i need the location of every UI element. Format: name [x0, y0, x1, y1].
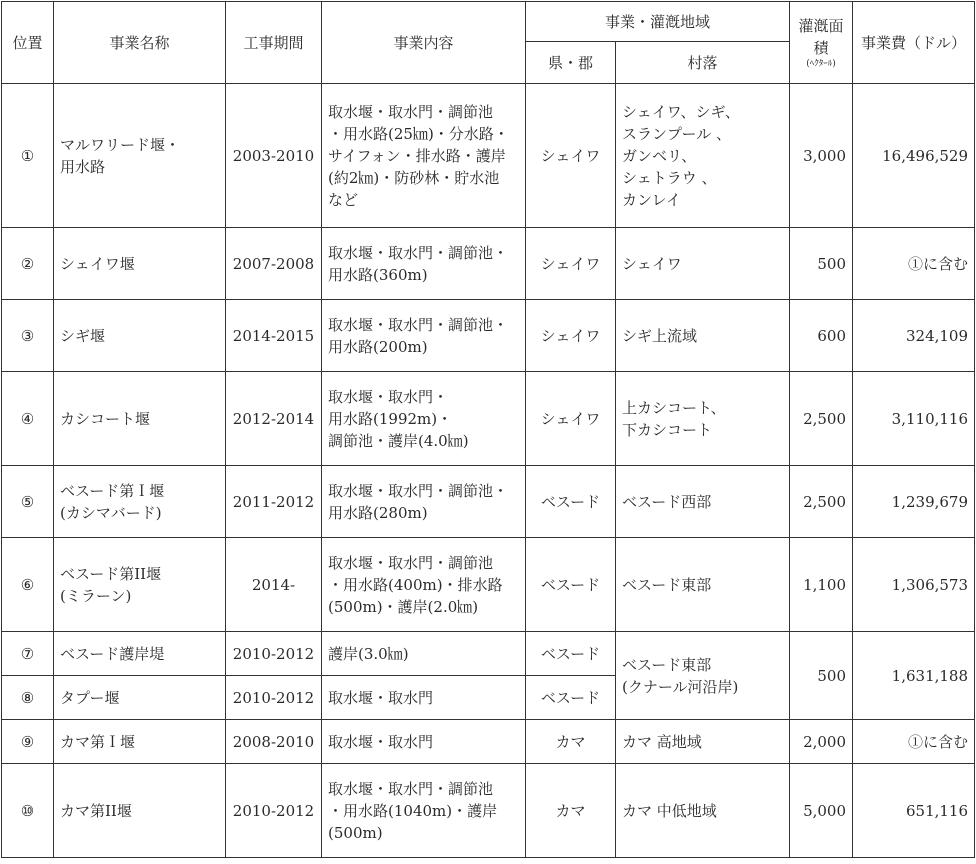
cell-cost: 651,116: [853, 764, 975, 858]
cell-name: シェイワ堰: [54, 228, 226, 300]
table-row: [2, 764, 975, 858]
cell-cost: 3,110,116: [853, 372, 975, 466]
cell-name: カマ第Ｉ堰: [54, 720, 226, 764]
cell-cost: 1,239,679: [853, 466, 975, 538]
table-row: [2, 720, 975, 764]
cell-period: 2010-2012: [226, 764, 322, 858]
table-row: [2, 466, 975, 538]
cell-period: 2011-2012: [226, 466, 322, 538]
header-prefecture: 県・郡: [526, 42, 616, 84]
cell-prefecture: ベスード: [526, 632, 616, 676]
cell-name: カシコート堰: [54, 372, 226, 466]
cell-position: ⑦: [2, 632, 54, 676]
header-name: 事業名称: [54, 2, 226, 84]
cell-name: マルワリード堰・ 用水路: [54, 84, 226, 228]
header-period: 工事期間: [226, 2, 322, 84]
cell-area: 3,000: [790, 84, 853, 228]
irrigation-projects-table: [1, 1, 975, 858]
cell-content: 取水堰・取水門・ 用水路(1992m)・ 調節池・護岸(4.0㎞): [322, 372, 526, 466]
cell-cost: 1,306,573: [853, 538, 975, 632]
cell-area: 2,500: [790, 466, 853, 538]
cell-content: 取水堰・取水門・調節池・ 用水路(200m): [322, 300, 526, 372]
header-irrigated-area-label: 灌漑面積: [798, 17, 844, 57]
header-content: 事業内容: [322, 2, 526, 84]
cell-village: カマ 中低地域: [616, 764, 790, 858]
cell-village-merged: ベスード東部 (クナール河沿岸): [616, 632, 790, 720]
cell-prefecture: ベスード: [526, 676, 616, 720]
cell-area: 5,000: [790, 764, 853, 858]
cell-period: 2010-2012: [226, 632, 322, 676]
cell-position: ④: [2, 372, 54, 466]
table-row: [2, 538, 975, 632]
cell-name: シギ堰: [54, 300, 226, 372]
cell-content: 取水堰・取水門・調節池 ・用水路(1040m)・護岸 (500m): [322, 764, 526, 858]
cell-name: ベスード第Ｉ堰 (カシマバード): [54, 466, 226, 538]
cell-period: 2010-2012: [226, 676, 322, 720]
cell-prefecture: シェイワ: [526, 300, 616, 372]
cell-position: ⑧: [2, 676, 54, 720]
cell-position: ⑤: [2, 466, 54, 538]
cell-area: 2,000: [790, 720, 853, 764]
cell-cost: 324,109: [853, 300, 975, 372]
cell-area: 500: [790, 228, 853, 300]
cell-position: ⑩: [2, 764, 54, 858]
cell-name: ベスード護岸堤: [54, 632, 226, 676]
cell-period: 2007-2008: [226, 228, 322, 300]
cell-position: ②: [2, 228, 54, 300]
header-cost: 事業費（ドル）: [853, 2, 975, 84]
cell-prefecture: シェイワ: [526, 372, 616, 466]
cell-village: カマ 高地域: [616, 720, 790, 764]
cell-village: シェイワ、シギ、 スランプール 、 ガンベリ、 シェトラウ 、 カンレイ: [616, 84, 790, 228]
cell-content: 取水堰・取水門: [322, 676, 526, 720]
cell-content: 取水堰・取水門・調節池・ 用水路(360m): [322, 228, 526, 300]
cell-village: シェイワ: [616, 228, 790, 300]
cell-village: 上カシコート、 下カシコート: [616, 372, 790, 466]
cell-village: シギ上流域: [616, 300, 790, 372]
cell-area: 1,100: [790, 538, 853, 632]
cell-prefecture: シェイワ: [526, 228, 616, 300]
header-area-group: 事業・灌漑地域: [526, 2, 790, 42]
cell-name: タプー堰: [54, 676, 226, 720]
cell-prefecture: ベスード: [526, 538, 616, 632]
cell-content: 取水堰・取水門・調節池・ 用水路(280m): [322, 466, 526, 538]
cell-content: 取水堰・取水門・調節池 ・用水路(25㎞)・分水路・ サイフォン・排水路・護岸 (約2㎞)・防砂林・貯水池 など: [322, 84, 526, 228]
cell-position: ③: [2, 300, 54, 372]
cell-village: ベスード東部: [616, 538, 790, 632]
header-irrigated-area: [790, 2, 853, 84]
cell-period: 2003-2010: [226, 84, 322, 228]
cell-cost: 16,496,529: [853, 84, 975, 228]
cell-area: 600: [790, 300, 853, 372]
cell-cost: ①に含む: [853, 720, 975, 764]
cell-cost: ①に含む: [853, 228, 975, 300]
cell-prefecture: カマ: [526, 764, 616, 858]
cell-area-merged: 500: [790, 632, 853, 720]
cell-position: ⑥: [2, 538, 54, 632]
cell-period: 2014-2015: [226, 300, 322, 372]
cell-period: 2008-2010: [226, 720, 322, 764]
header-irrigated-unit: (ﾍｸﾀｰﾙ): [806, 59, 836, 69]
cell-name: ベスード第II堰 (ミラーン): [54, 538, 226, 632]
cell-position: ⑨: [2, 720, 54, 764]
cell-content: 取水堰・取水門・調節池 ・用水路(400m)・排水路 (500m)・護岸(2.0㎞): [322, 538, 526, 632]
cell-period: 2012-2014: [226, 372, 322, 466]
cell-area: 2,500: [790, 372, 853, 466]
header-village: 村落: [616, 42, 790, 84]
cell-content: 取水堰・取水門: [322, 720, 526, 764]
cell-prefecture: カマ: [526, 720, 616, 764]
cell-prefecture: シェイワ: [526, 84, 616, 228]
cell-name: カマ第II堰: [54, 764, 226, 858]
table-row: [2, 632, 975, 676]
table-row: [2, 228, 975, 300]
cell-village: ベスード西部: [616, 466, 790, 538]
cell-period: 2014-: [226, 538, 322, 632]
table-row: [2, 84, 975, 228]
cell-content: 護岸(3.0㎞): [322, 632, 526, 676]
table-row: [2, 372, 975, 466]
header-position: 位置: [2, 2, 54, 84]
cell-cost-merged: 1,631,188: [853, 632, 975, 720]
table-row: [2, 300, 975, 372]
cell-position: ①: [2, 84, 54, 228]
cell-prefecture: ベスード: [526, 466, 616, 538]
